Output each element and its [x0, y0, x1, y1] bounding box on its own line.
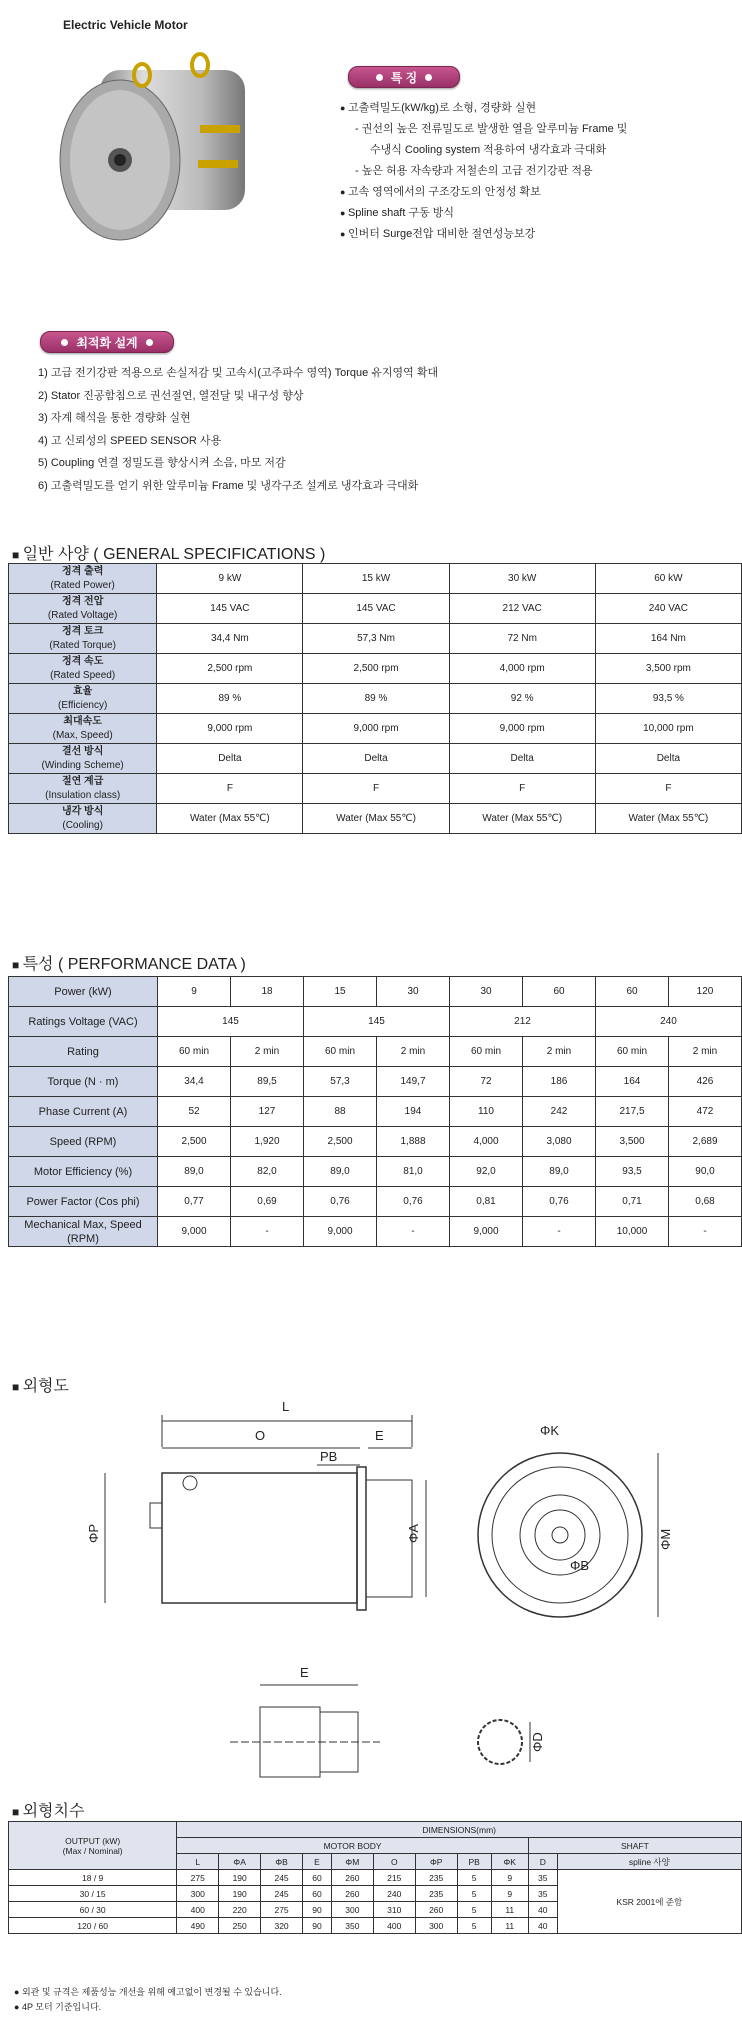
- table-cell: 350: [331, 1918, 373, 1934]
- table-cell: 260: [415, 1902, 457, 1918]
- table-cell: 240: [596, 1007, 742, 1037]
- table-cell: 34,4 Nm: [157, 624, 303, 654]
- table-cell: 88: [304, 1097, 377, 1127]
- table-row: [9, 564, 742, 594]
- table-cell: 2 min: [669, 1037, 742, 1067]
- row-header: Power Factor (Cos phi): [9, 1187, 158, 1217]
- dim-D: ΦD: [530, 1732, 545, 1752]
- column-header: spline 사양: [557, 1854, 741, 1870]
- row-header: Rating: [9, 1037, 158, 1067]
- table-cell: 2,500 rpm: [157, 654, 303, 684]
- row-header: [9, 714, 157, 744]
- feature-item: 수냉식 Cooling system 적용하여 냉각효과 극대화: [370, 144, 607, 156]
- table-cell: 0,81: [450, 1187, 523, 1217]
- table-cell: 9,000: [158, 1217, 231, 1247]
- table-cell: 93,5 %: [595, 684, 741, 714]
- row-header-en: (Cooling): [62, 819, 103, 831]
- table-cell: Water (Max 55℃): [303, 804, 449, 834]
- table-cell: 40: [528, 1918, 557, 1934]
- table-cell: 82,0: [231, 1157, 304, 1187]
- table-cell: 240 VAC: [595, 594, 741, 624]
- table-cell: 9,000: [450, 1217, 523, 1247]
- feature-item: ● 고속 영역에서의 구조강도의 안정성 확보: [340, 182, 735, 203]
- table-cell: 60 min: [158, 1037, 231, 1067]
- table-cell: 1,920: [231, 1127, 304, 1157]
- table-cell: -: [523, 1217, 596, 1247]
- optimization-heading: 최적화 설계: [40, 331, 174, 353]
- table-cell: 212 VAC: [449, 594, 595, 624]
- row-header-ko: 효율: [72, 685, 93, 697]
- table-cell: 300: [415, 1918, 457, 1934]
- dim-E: E: [375, 1428, 384, 1443]
- shaft-label: SHAFT: [528, 1838, 741, 1854]
- row-header: [9, 774, 157, 804]
- table-row: [9, 624, 742, 654]
- output-label: OUTPUT (kW): [65, 1835, 121, 1846]
- table-cell: 57,3: [304, 1067, 377, 1097]
- row-header: [9, 804, 157, 834]
- row-header: [9, 624, 157, 654]
- table-cell: Delta: [449, 744, 595, 774]
- row-header: [9, 564, 157, 594]
- note-item: ● 4P 모터 기준입니다.: [14, 2000, 282, 2015]
- table-cell: -: [231, 1217, 304, 1247]
- table-cell: 235: [415, 1886, 457, 1902]
- table-cell: 0,76: [377, 1187, 450, 1217]
- row-header: [9, 684, 157, 714]
- table-cell: Water (Max 55℃): [595, 804, 741, 834]
- spline-cell: KSR 2001에 준함: [557, 1870, 741, 1934]
- table-cell: 310: [373, 1902, 415, 1918]
- table-cell: 18: [231, 977, 304, 1007]
- table-row: [9, 1037, 742, 1067]
- output-cell: 60 / 30: [9, 1902, 177, 1918]
- performance-table: [8, 976, 742, 1247]
- table-cell: 72 Nm: [449, 624, 595, 654]
- column-header: ΦP: [415, 1854, 457, 1870]
- feature-item: - 권선의 높은 전류밀도로 발생한 열을 알루미늄 Frame 및: [355, 123, 628, 135]
- feature-item: ● Spline shaft 구동 방식: [340, 203, 735, 224]
- dim-L: L: [282, 1399, 290, 1414]
- dim-O: O: [255, 1428, 266, 1443]
- dim-PB: PB: [320, 1449, 338, 1464]
- table-cell: 2,689: [669, 1127, 742, 1157]
- table-cell: 3,500: [596, 1127, 669, 1157]
- table-cell: -: [377, 1217, 450, 1247]
- table-cell: 35: [528, 1870, 557, 1886]
- table-row: [9, 654, 742, 684]
- table-row: [9, 594, 742, 624]
- table-cell: 2,500: [304, 1127, 377, 1157]
- row-header-en: (Rated Torque): [49, 639, 116, 651]
- table-row: [9, 1067, 742, 1097]
- table-row: [9, 804, 742, 834]
- row-header: Speed (RPM): [9, 1127, 158, 1157]
- table-cell: 60: [523, 977, 596, 1007]
- column-header: ΦK: [491, 1854, 528, 1870]
- table-row: [9, 1097, 742, 1127]
- table-cell: 490: [177, 1918, 219, 1934]
- note-item: ● 외관 및 규격은 제품성능 개선을 위해 예고없이 변경될 수 있습니다.: [14, 1985, 282, 2000]
- table-cell: 9: [158, 977, 231, 1007]
- table-cell: 186: [523, 1067, 596, 1097]
- table-cell: 9,000 rpm: [449, 714, 595, 744]
- table-cell: 9,000 rpm: [157, 714, 303, 744]
- table-cell: 245: [261, 1886, 303, 1902]
- row-header-ko: 정격 출력: [61, 565, 104, 577]
- table-cell: 5: [457, 1902, 491, 1918]
- output-cell: 120 / 60: [9, 1918, 177, 1934]
- column-header: ΦA: [219, 1854, 261, 1870]
- dimensions-heading: ■ 외형치수: [12, 1798, 84, 1821]
- table-cell: 212: [450, 1007, 596, 1037]
- row-header: [9, 654, 157, 684]
- table-cell: 0,76: [304, 1187, 377, 1217]
- table-cell: 3,500 rpm: [595, 654, 741, 684]
- table-cell: 10,000: [596, 1217, 669, 1247]
- motor-body-label: MOTOR BODY: [177, 1838, 529, 1854]
- table-cell: 30: [450, 977, 523, 1007]
- table-row: [9, 1187, 742, 1217]
- outline-drawing: [86, 1385, 710, 1785]
- row-header: [9, 744, 157, 774]
- table-cell: F: [595, 774, 741, 804]
- optimization-item: 5) Coupling 연결 정밀도를 향상시켜 소음, 마모 저감: [38, 457, 286, 469]
- row-header-ko: 정격 속도: [61, 655, 104, 667]
- page-title: Electric Vehicle Motor: [63, 18, 188, 32]
- table-cell: 5: [457, 1870, 491, 1886]
- table-cell: 260: [331, 1870, 373, 1886]
- dim-M: ΦM: [658, 1528, 673, 1550]
- row-header-en: (Winding Scheme): [41, 759, 124, 771]
- table-cell: 164: [596, 1067, 669, 1097]
- table-cell: 0,68: [669, 1187, 742, 1217]
- dim-E2: E: [300, 1665, 309, 1680]
- table-cell: 320: [261, 1918, 303, 1934]
- table-cell: 2 min: [231, 1037, 304, 1067]
- table-row: [9, 1127, 742, 1157]
- table-cell: 60 min: [450, 1037, 523, 1067]
- table-cell: 15: [304, 977, 377, 1007]
- feature-item: ● 고출력밀도(kW/kg)로 소형, 경량화 실현: [340, 98, 735, 119]
- table-cell: 30 kW: [449, 564, 595, 594]
- table-cell: 149,7: [377, 1067, 450, 1097]
- table-cell: 90: [303, 1918, 332, 1934]
- outline-heading: ■ 외형도: [12, 1373, 69, 1396]
- column-header: O: [373, 1854, 415, 1870]
- table-cell: 245: [261, 1870, 303, 1886]
- table-cell: 90: [303, 1902, 332, 1918]
- table-cell: 2,500 rpm: [303, 654, 449, 684]
- optimization-item: 1) 고급 전기강판 적용으로 손실저감 및 고속시(고주파수 영역) Torque 유지영역 확대: [38, 367, 439, 379]
- features-list: [340, 98, 735, 245]
- row-header: Torque (N · m): [9, 1067, 158, 1097]
- table-cell: 260: [331, 1886, 373, 1902]
- table-row: [9, 1822, 742, 1838]
- general-spec-table: [8, 563, 742, 834]
- row-header-en: (Max, Speed): [52, 729, 113, 741]
- column-header: D: [528, 1854, 557, 1870]
- row-header-ko: 냉각 방식: [61, 805, 104, 817]
- table-cell: 89 %: [303, 684, 449, 714]
- table-cell: 145: [304, 1007, 450, 1037]
- performance-heading: ■ 특성 ( PERFORMANCE DATA ): [12, 951, 246, 974]
- optimization-item: 2) Stator 진공함침으로 권선절연, 열전달 및 내구성 향상: [38, 389, 304, 402]
- table-cell: 4,000: [450, 1127, 523, 1157]
- row-header-ko: 절연 계급: [61, 775, 104, 787]
- table-cell: 93,5: [596, 1157, 669, 1187]
- table-cell: 120: [669, 977, 742, 1007]
- row-header-ko: 정격 전압: [61, 595, 104, 607]
- table-cell: F: [157, 774, 303, 804]
- table-cell: 215: [373, 1870, 415, 1886]
- table-cell: 0,77: [158, 1187, 231, 1217]
- output-cell: 18 / 9: [9, 1870, 177, 1886]
- table-cell: 9,000: [304, 1217, 377, 1247]
- table-cell: 190: [219, 1870, 261, 1886]
- table-cell: 10,000 rpm: [595, 714, 741, 744]
- table-cell: 89,0: [304, 1157, 377, 1187]
- row-header: Phase Current (A): [9, 1097, 158, 1127]
- table-cell: 11: [491, 1918, 528, 1934]
- table-cell: 89,5: [231, 1067, 304, 1097]
- table-cell: 57,3 Nm: [303, 624, 449, 654]
- table-row: [9, 1157, 742, 1187]
- table-cell: 426: [669, 1067, 742, 1097]
- table-row: [9, 1870, 742, 1886]
- table-cell: 5: [457, 1886, 491, 1902]
- optimization-item: 6) 고출력밀도를 얻기 위한 알루미늄 Frame 및 냉각구조 설계로 냉각효과 극대화: [38, 479, 419, 492]
- table-cell: Delta: [595, 744, 741, 774]
- dimensions-table: [8, 1821, 742, 1934]
- row-header: Motor Efficiency (%): [9, 1157, 158, 1187]
- table-cell: 89,0: [158, 1157, 231, 1187]
- general-spec-heading: ■ 일반 사양 ( GENERAL SPECIFICATIONS ): [12, 541, 325, 564]
- table-row: [9, 744, 742, 774]
- table-cell: 300: [177, 1886, 219, 1902]
- table-cell: 472: [669, 1097, 742, 1127]
- table-cell: 242: [523, 1097, 596, 1127]
- table-cell: 89 %: [157, 684, 303, 714]
- row-header-en: (Rated Voltage): [47, 609, 118, 621]
- table-cell: 60 min: [596, 1037, 669, 1067]
- row-header-en: (Efficiency): [58, 699, 108, 711]
- table-row: [9, 1217, 742, 1247]
- feature-item: ● 인버터 Surge전압 대비한 절연성능보강: [340, 224, 735, 245]
- table-cell: 164 Nm: [595, 624, 741, 654]
- table-cell: 275: [261, 1902, 303, 1918]
- table-cell: 220: [219, 1902, 261, 1918]
- dim-A: ΦA: [406, 1523, 421, 1543]
- row-header-en: (Insulation class): [45, 789, 121, 801]
- table-cell: 400: [177, 1902, 219, 1918]
- table-cell: 1,888: [377, 1127, 450, 1157]
- column-header: ΦB: [261, 1854, 303, 1870]
- table-cell: 15 kW: [303, 564, 449, 594]
- table-cell: 400: [373, 1918, 415, 1934]
- table-cell: 127: [231, 1097, 304, 1127]
- table-cell: 9 kW: [157, 564, 303, 594]
- dim-B: ΦB: [570, 1558, 590, 1573]
- table-cell: 145 VAC: [157, 594, 303, 624]
- row-header-en: (Rated Speed): [50, 669, 116, 681]
- table-cell: 90,0: [669, 1157, 742, 1187]
- table-cell: 0,76: [523, 1187, 596, 1217]
- table-cell: 60: [596, 977, 669, 1007]
- table-row: [9, 684, 742, 714]
- table-cell: 52: [158, 1097, 231, 1127]
- table-cell: 60 min: [304, 1037, 377, 1067]
- notes: [14, 1985, 282, 2015]
- table-cell: 3,080: [523, 1127, 596, 1157]
- table-cell: 60: [303, 1870, 332, 1886]
- table-cell: 0,69: [231, 1187, 304, 1217]
- table-row: [9, 1007, 742, 1037]
- table-cell: 35: [528, 1886, 557, 1902]
- table-cell: 2 min: [523, 1037, 596, 1067]
- output-cell: 30 / 15: [9, 1886, 177, 1902]
- table-cell: 300: [331, 1902, 373, 1918]
- table-cell: 240: [373, 1886, 415, 1902]
- table-cell: 40: [528, 1902, 557, 1918]
- row-header-ko: 최대속도: [63, 715, 102, 727]
- optimization-item: 3) 자계 해석을 통한 경량화 실현: [38, 412, 191, 424]
- table-cell: 60: [303, 1886, 332, 1902]
- table-cell: F: [303, 774, 449, 804]
- table-row: [9, 714, 742, 744]
- table-cell: 110: [450, 1097, 523, 1127]
- table-cell: 5: [457, 1918, 491, 1934]
- optimization-list: [38, 362, 438, 497]
- dimensions-label: DIMENSIONS(mm): [177, 1822, 742, 1838]
- output-sub: (Max / Nominal): [62, 1845, 123, 1856]
- table-cell: 190: [219, 1886, 261, 1902]
- table-cell: 145: [158, 1007, 304, 1037]
- dim-K: ΦK: [540, 1423, 560, 1438]
- column-header: PB: [457, 1854, 491, 1870]
- row-header: Mechanical Max, Speed (RPM): [9, 1217, 158, 1247]
- table-cell: 275: [177, 1870, 219, 1886]
- table-cell: 89,0: [523, 1157, 596, 1187]
- table-cell: Water (Max 55℃): [157, 804, 303, 834]
- row-header: Power (kW): [9, 977, 158, 1007]
- table-cell: F: [449, 774, 595, 804]
- table-cell: 81,0: [377, 1157, 450, 1187]
- row-header-ko: 결선 방식: [61, 745, 104, 757]
- features-heading: 특 징: [348, 66, 460, 88]
- table-cell: 217,5: [596, 1097, 669, 1127]
- table-cell: 30: [377, 977, 450, 1007]
- table-cell: 2,500: [158, 1127, 231, 1157]
- table-cell: 11: [491, 1902, 528, 1918]
- row-header-en: (Rated Power): [50, 579, 115, 591]
- output-header: [9, 1822, 177, 1870]
- table-cell: Delta: [157, 744, 303, 774]
- table-cell: -: [669, 1217, 742, 1247]
- table-row: [9, 977, 742, 1007]
- table-cell: Delta: [303, 744, 449, 774]
- table-cell: 9,000 rpm: [303, 714, 449, 744]
- table-cell: 0,71: [596, 1187, 669, 1217]
- column-header: L: [177, 1854, 219, 1870]
- table-cell: 250: [219, 1918, 261, 1934]
- feature-item: - 높은 허용 자속량과 저철손의 고급 전기강판 적용: [355, 165, 593, 177]
- column-header: E: [303, 1854, 332, 1870]
- table-cell: 4,000 rpm: [449, 654, 595, 684]
- table-cell: 34,4: [158, 1067, 231, 1097]
- optimization-item: 4) 고 신뢰성의 SPEED SENSOR 사용: [38, 434, 222, 447]
- table-cell: Water (Max 55℃): [449, 804, 595, 834]
- row-header-ko: 정격 토크: [61, 625, 104, 637]
- table-row: [9, 774, 742, 804]
- table-cell: 60 kW: [595, 564, 741, 594]
- table-cell: 2 min: [377, 1037, 450, 1067]
- table-cell: 9: [491, 1886, 528, 1902]
- column-header: ΦM: [331, 1854, 373, 1870]
- row-header: [9, 594, 157, 624]
- table-cell: 92 %: [449, 684, 595, 714]
- dim-P: ΦP: [86, 1523, 101, 1543]
- table-cell: 194: [377, 1097, 450, 1127]
- table-cell: 92,0: [450, 1157, 523, 1187]
- table-cell: 145 VAC: [303, 594, 449, 624]
- row-header: Ratings Voltage (VAC): [9, 1007, 158, 1037]
- motor-illustration: [50, 50, 275, 265]
- table-cell: 235: [415, 1870, 457, 1886]
- table-cell: 9: [491, 1870, 528, 1886]
- table-cell: 72: [450, 1067, 523, 1097]
